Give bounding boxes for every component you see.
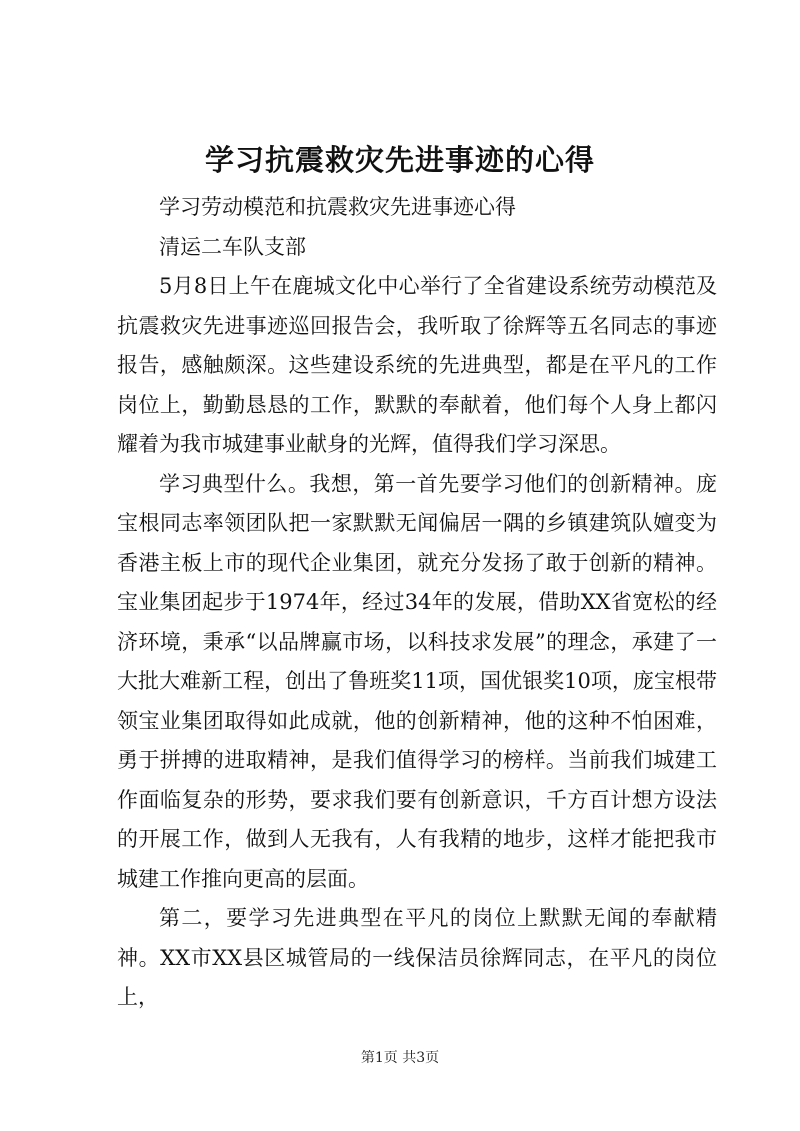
document-body	[117, 188, 717, 1018]
document-title: 学习抗震救灾先进事迹的心得	[204, 143, 595, 177]
subtitle-line: 学习劳动模范和抗震救灾先进事迹心得	[159, 195, 516, 219]
body-paragraph: 5月8日上午在鹿城文化中心举行了全省建设系统劳动模范及抗震救灾先进事迹巡回报告会，我听取了徐辉等五名同志的事迹报告，感触颇深。这些建设系统的先进典型，都是在平凡的工作岗位上，勤勤恳恳的工作，默默的奉献着，他们每个人身上都闪耀着为我市城建事业献身的光辉，值得我们学习深思。	[117, 274, 717, 456]
author-line: 清运二车队支部	[159, 234, 306, 259]
page-footer: 第1页 共3页	[360, 1050, 440, 1066]
body-paragraph: 第二，要学习先进典型在平凡的岗位上默默无闻的奉献精神。XX市XX县区城管局的一线保洁员徐辉同志，在平凡的岗位上，	[117, 906, 717, 1009]
body-paragraph: 学习典型什么。我想，第一首先要学习他们的创新精神。庞宝根同志率领团队把一家默默无闻偏居一隅的乡镇建筑队嬗变为香港主板上市的现代企业集团，就充分发扬了敢于创新的精神。宝业集团起步于1974年，经过34年的发展，借助XX省宽松的经济环境，秉承“以品牌赢市场，以科技求发展”的理念，承建了一大批大难新工程，创出了鲁班奖11项，国优银奖10项，庞宝根带领宝业集团取得如此成就，他的创新精神，他的这种不怕困难，勇于拼搏的进取精神，是我们值得学习的榜样。当前我们城建工作面临复杂的形势，要求我们要有创新意识，千方百计想方设法的开展工作，做到人无我有，人有我精的地步，这样才能把我市城建工作推向更高的层面。	[117, 471, 717, 891]
